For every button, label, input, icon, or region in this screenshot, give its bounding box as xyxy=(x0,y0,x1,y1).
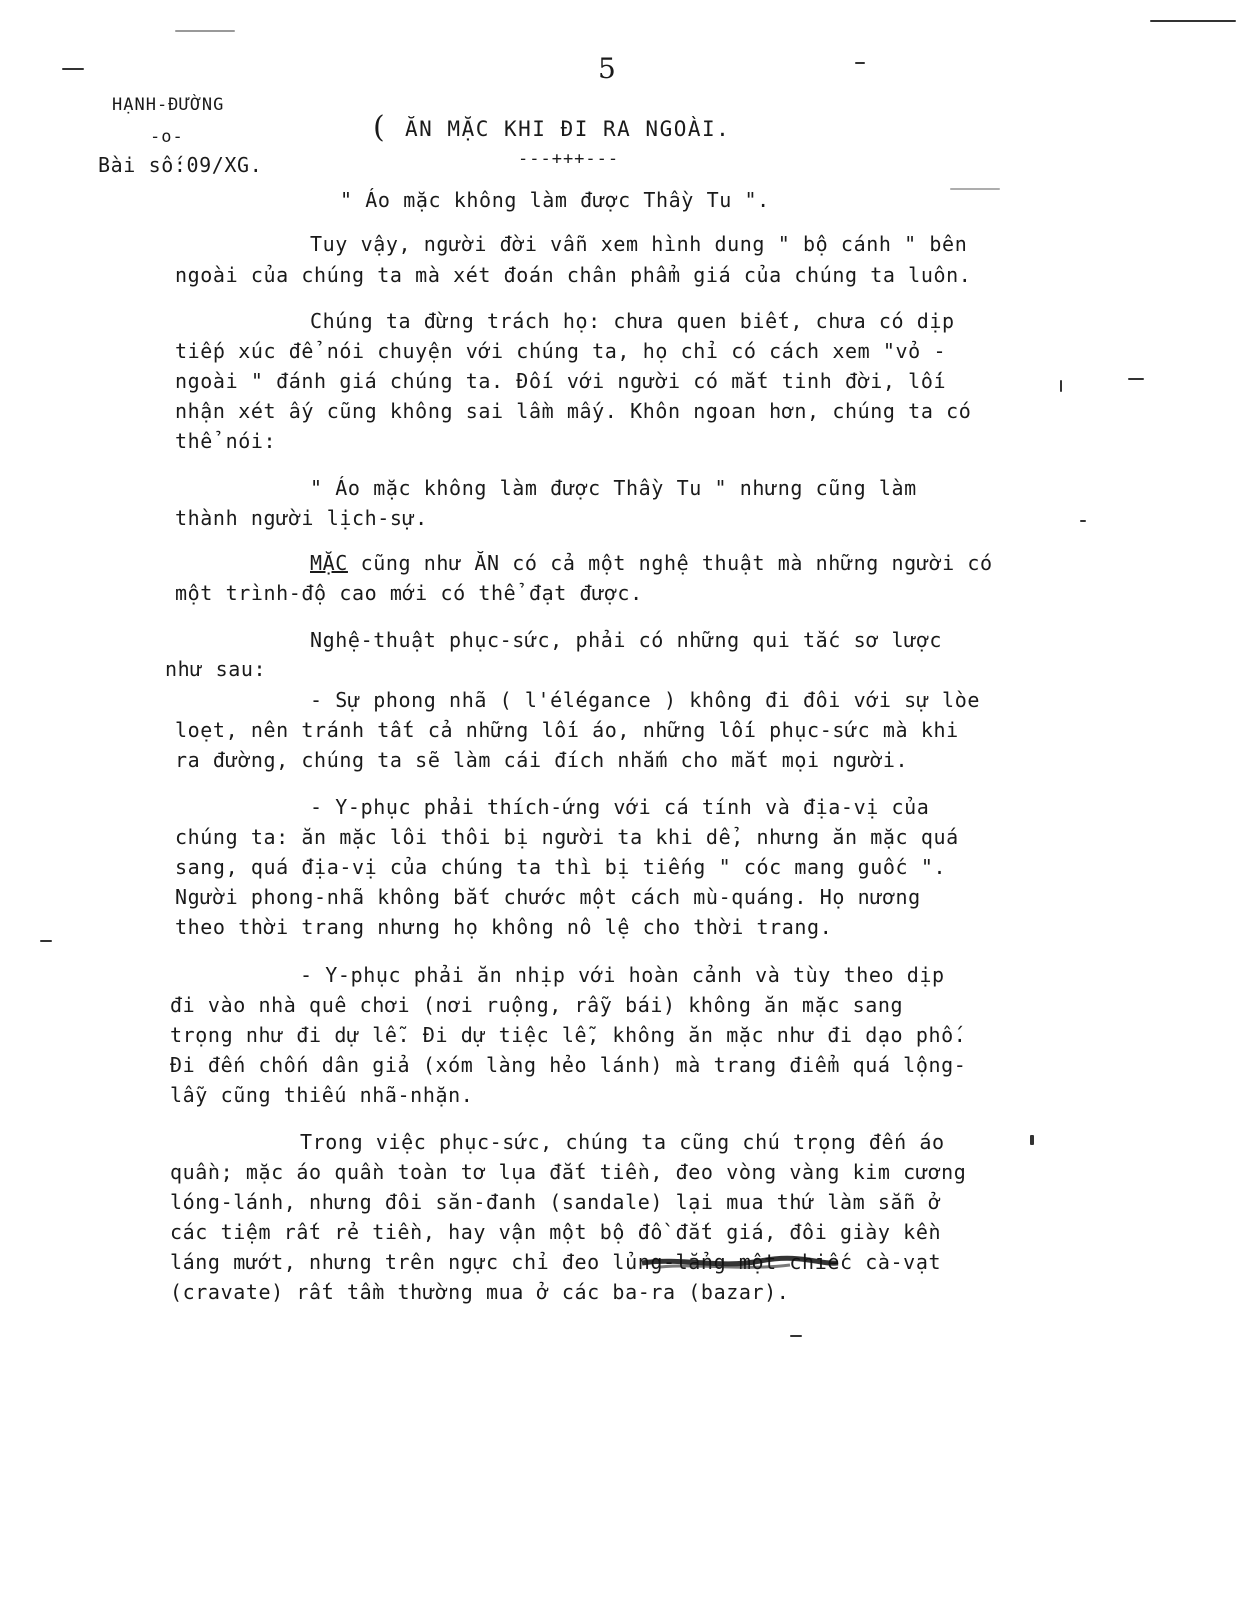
body-line: nhận xét ấy cũng không sai lầm mấy. Khôn ngoan hơn, chúng ta có xyxy=(175,399,972,423)
scan-speck xyxy=(855,62,865,64)
body-line: như sau: xyxy=(165,657,267,681)
body-line: Chúng ta đừng trách họ: chưa quen biết, chưa có dịp xyxy=(310,309,955,333)
body-line: Trong việc phục-sức, chúng ta cũng chú trọng đến áo xyxy=(300,1130,945,1154)
body-line-text: cũng như ĂN có cả một nghệ thuật mà những người có xyxy=(347,551,993,575)
body-line: lẫy cũng thiếu nhã-nhặn. xyxy=(170,1083,474,1107)
body-line: đi vào nhà quê chơi (nơi ruộng, rẫy bái) không ăn mặc sang xyxy=(170,993,904,1017)
ink-smudge xyxy=(640,1255,840,1273)
body-line: tiếp xúc để nói chuyện với chúng ta, họ chỉ có cách xem "vỏ - xyxy=(175,339,947,363)
body-line: Tuy vậy, người đời vẫn xem hình dung " bộ cánh " bên xyxy=(310,232,968,256)
body-line: một trình-độ cao mới có thể đạt được. xyxy=(175,581,643,605)
body-line: ngoài " đánh giá chúng ta. Đối với người có mắt tinh đời, lối xyxy=(175,369,947,393)
body-line xyxy=(310,551,993,575)
document-title: ĂN MẶC KHI ĐI RA NGOÀI. xyxy=(405,117,731,141)
scan-speck xyxy=(1128,378,1144,380)
title-rule: ---+++--- xyxy=(518,149,620,169)
body-line: quần; mặc áo quần toàn tơ lụa đắt tiền, đeo vòng vàng kim cương xyxy=(170,1160,967,1184)
scan-speck xyxy=(950,188,1000,190)
body-line: thành người lịch-sự. xyxy=(175,506,428,530)
body-line: Nghệ-thuật phục-sức, phải có những qui tắc sơ lược xyxy=(310,628,943,652)
body-line: ngoài của chúng ta mà xét đoán chân phẩm giá của chúng ta luôn. xyxy=(175,263,972,287)
body-line: các tiệm rất rẻ tiền, hay vận một bộ đồ đắt giá, đôi giày kền xyxy=(170,1220,942,1244)
body-line: trọng như đi dự lễ. Đi dự tiệc lễ, không ăn mặc như đi dạo phố. xyxy=(170,1023,967,1047)
scan-speck xyxy=(40,940,52,942)
scan-speck xyxy=(1030,1135,1034,1145)
scan-border-mark xyxy=(1150,20,1236,22)
body-line: sang, quá địa-vị của chúng ta thì bị tiếng " cóc mang guốc ". xyxy=(175,855,947,879)
organization-name: HẠNH-ĐƯỜNG xyxy=(112,95,225,115)
scan-speck xyxy=(1060,380,1062,392)
lesson-number: Bài số:09/XG. xyxy=(98,153,263,177)
epigraph: " Áo mặc không làm được Thầy Tu ". xyxy=(340,188,770,212)
body-line: - Y-phục phải ăn nhịp với hoàn cảnh và tùy theo dịp xyxy=(300,963,945,987)
scan-speck xyxy=(790,1335,802,1337)
title-bracket-mark: ( xyxy=(373,110,385,145)
body-line: theo thời trang nhưng họ không nô lệ cho thời trang. xyxy=(175,915,833,939)
body-line: chúng ta: ăn mặc lôi thôi bị người ta khi dể, nhưng ăn mặc quá xyxy=(175,825,959,849)
page-number-mark: 5 xyxy=(598,52,616,85)
body-line: (cravate) rất tầm thường mua ở các ba-ra (bazar). xyxy=(170,1280,790,1304)
scan-speck xyxy=(1080,520,1086,522)
body-line: - Y-phục phải thích-ứng với cá tính và địa-vị của xyxy=(310,795,930,819)
body-line: thể nói: xyxy=(175,429,277,453)
body-line: " Áo mặc không làm được Thầy Tu " nhưng cũng làm xyxy=(310,476,917,500)
body-line: Người phong-nhã không bắt chước một cách mù-quáng. Họ nương xyxy=(175,885,921,909)
body-line: ra đường, chúng ta sẽ làm cái đích nhắm cho mắt mọi người. xyxy=(175,748,909,772)
organization-separator: -o- xyxy=(150,127,184,147)
body-line: - Sự phong nhã ( l'élégance ) không đi đôi với sự lòe xyxy=(310,688,980,712)
body-line: loẹt, nên tránh tất cả những lối áo, những lối phục-sức mà khi xyxy=(175,718,959,742)
body-line: láng mướt, nhưng trên ngực chỉ đeo lủng-lẳng một chiếc cà-vạt xyxy=(170,1250,942,1274)
body-line: lóng-lánh, nhưng đôi săn-đanh (sandale) lại mua thứ làm sẵn ở xyxy=(170,1190,942,1214)
body-line: Đi đến chốn dân giả (xóm làng hẻo lánh) mà trang điểm quá lộng- xyxy=(170,1053,967,1077)
scan-speck xyxy=(175,30,235,32)
scan-speck xyxy=(62,68,84,70)
emphasis-mac: MẶC xyxy=(310,551,348,575)
